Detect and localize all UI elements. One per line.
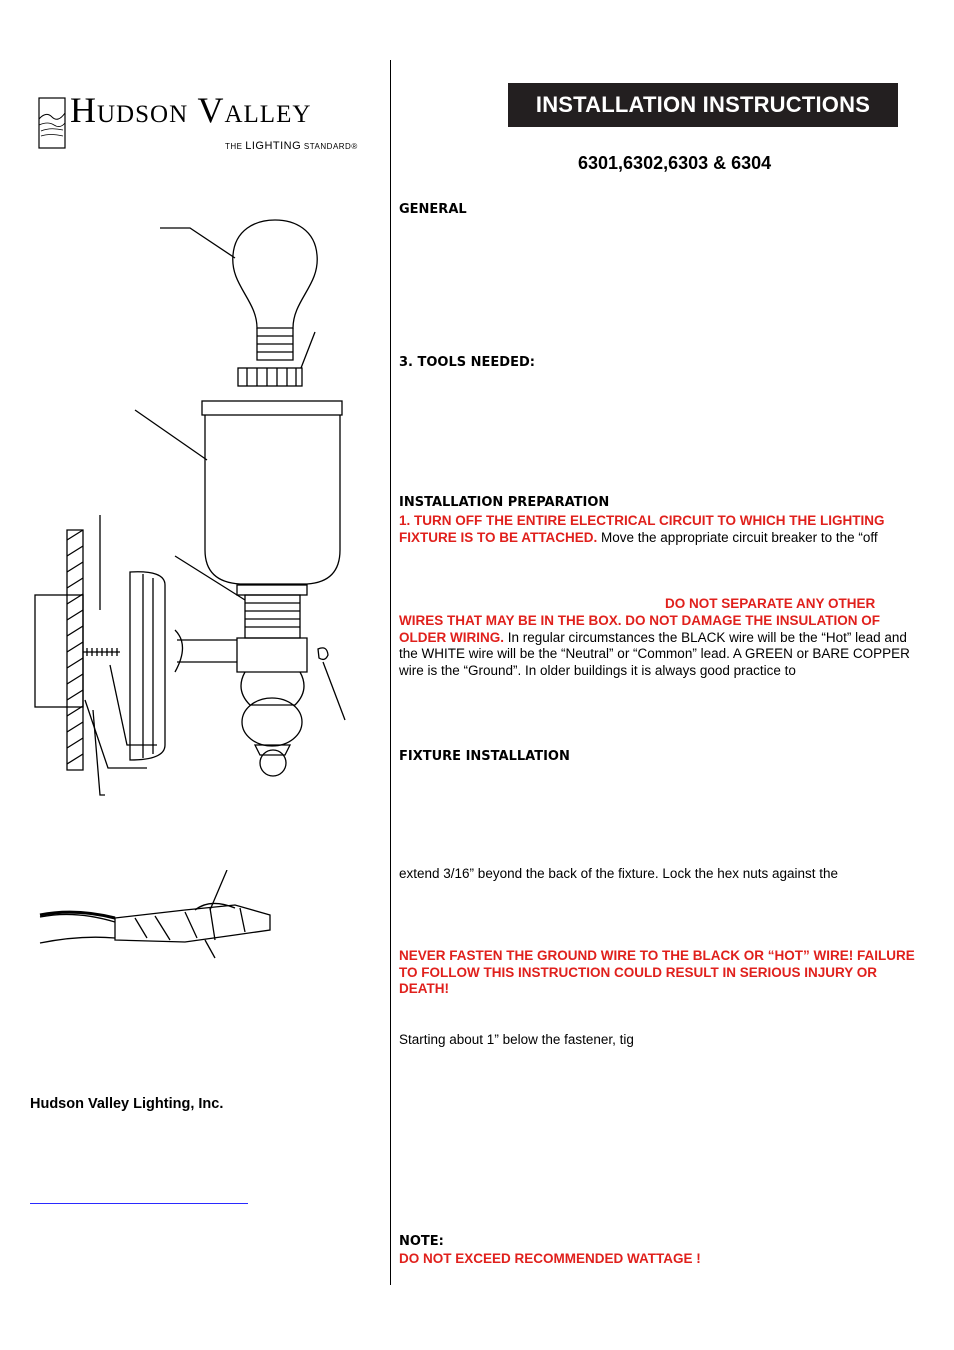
logo-wordmark: Hudson Valley [70,90,312,130]
column-divider [390,60,391,1285]
bulb-icon [233,220,317,328]
logo-tagline [225,140,358,152]
note-text: DO NOT EXCEED RECOMMENDED WATTAGE ! [399,1251,701,1266]
prep-step-1-warning: 1. TURN OFF THE ENTIRE ELECTRICAL CIRCUIT TO WHICH THE LIGHTING FIXTURE IS TO BE ATTACHED. [399,513,885,545]
note-label: NOTE: [399,1234,444,1249]
tagline-main: LIGHTING [245,140,302,152]
ground-warning: NEVER FASTEN THE GROUND WIRE TO THE BLACK OR “HOT” WIRE! FAILURE TO FOLLOW THIS INSTRUCTION COULD RESULT IN SERIOUS INJURY OR DEATH! [399,948,915,996]
starting-text: Starting about 1” below the fastener, tig [399,1032,634,1047]
website-link[interactable] [30,1203,248,1204]
section-general-heading: GENERAL [399,202,467,217]
prep-warning-2 [399,613,927,679]
fixture-text: extend 3/16” beyond the back of the fixture. Lock the hex nuts against the [399,866,839,881]
fixture-diagram [25,200,365,800]
prep-step-1-text: Move the appropriate circuit breaker to the “off [597,529,878,545]
prep-step-1 [399,513,929,546]
model-numbers: 6301,6302,6303 & 6304 [578,153,772,173]
section-fixture-heading: FIXTURE INSTALLATION [399,749,570,764]
company-name: Hudson Valley Lighting, Inc. [30,1096,224,1112]
tagline-suffix: STANDARD® [303,142,358,151]
section-prep-heading: INSTALLATION PREPARATION [399,495,610,510]
wire-splice-diagram [35,870,280,960]
page-title: INSTALLATION INSTRUCTIONS [508,83,898,127]
prep-warning-2-red: WIRES THAT MAY BE IN THE BOX. DO NOT DAMAGE THE INSULATION OF OLDER WIRING. [399,613,881,645]
prep-warning-2-text: In regular circumstances the BLACK wire will be the “Hot” lead and the WHITE wire will be the “Neutral” or “Common” lead. A GREEN or BARE COPPER wire is the “Ground”. In older buildings it is always good practice to [399,629,910,678]
logo-icon [38,97,66,149]
prep-warning-1: DO NOT SEPARATE ANY OTHER [665,596,876,611]
section-tools-heading: 3. TOOLS NEEDED: [399,355,535,370]
tagline-prefix: THE [225,142,243,151]
